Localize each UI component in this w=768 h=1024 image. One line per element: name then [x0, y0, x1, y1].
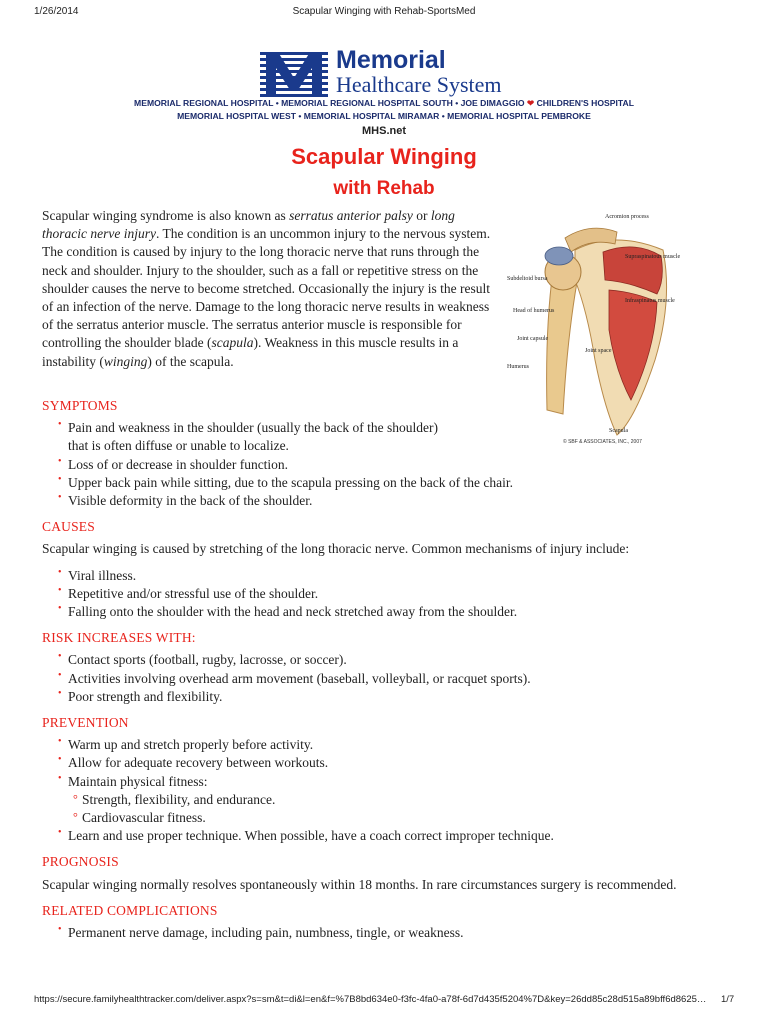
label-infraspinatus: Infraspinatus muscle: [625, 298, 675, 304]
figure-credit: © SBF & ASSOCIATES, INC., 2007: [563, 439, 642, 445]
list-item: • Pain and weakness in the shoulder (usually the back of the shoulder) that is often diffuse or unable to localize.: [58, 419, 453, 455]
label-subdeltoid: Subdeltoid bursa: [507, 276, 548, 282]
list-item: • Allow for adequate recovery between workouts.: [58, 754, 732, 772]
risk-heading: RISK INCREASES WITH:: [42, 630, 196, 646]
prevention-heading: PREVENTION: [42, 715, 129, 731]
logo-name-line1: Memorial: [336, 46, 446, 74]
page-number: 1/7: [721, 994, 735, 1005]
list-item: • Maintain physical fitness:: [58, 773, 732, 791]
list-item: • Learn and use proper technique. When possible, have a coach correct improper technique.: [58, 827, 732, 845]
list-item: • Warm up and stretch properly before activity.: [58, 736, 732, 754]
intro-italic: long thoracic nerve injury: [42, 208, 455, 242]
intro-text: ) of the scapula.: [147, 353, 234, 369]
label-supraspinatous: Supraspinatous muscle: [625, 254, 681, 260]
memorial-logo: [0, 46, 768, 142]
sub-list-item: ° Strength, flexibility, and endurance.: [58, 791, 732, 809]
causes-text: Scapular winging is caused by stretching of the long thoracic nerve. Common mechanisms of injury include:: [42, 541, 630, 557]
causes-heading: CAUSES: [42, 519, 95, 535]
intro-italic: winging: [103, 353, 148, 369]
source-url-link[interactable]: https://secure.familyhealthtracker.com/deliver.aspx?s=sm&t=di&l=en&f=%7B8bd634e0-f3fc-4fa0-a78f-6d7d435f5204%7D&key=26dd85c28d515a89bff6d8625…: [34, 994, 707, 1005]
intro-text: ). Weakness in this muscle results in a instability (: [42, 335, 459, 369]
label-joint-space: Joint space: [585, 348, 612, 354]
print-date: 1/26/2014: [34, 6, 79, 17]
article-subtitle: with Rehab: [333, 178, 435, 199]
logo-hospitals-line2: MEMORIAL HOSPITAL WEST • MEMORIAL HOSPITAL MIRAMAR • MEMORIAL HOSPITAL PEMBROKE: [177, 111, 591, 121]
intro-text: Scapular winging syndrome is also known as: [42, 208, 290, 223]
list-item: • Visible deformity in the back of the shoulder.: [58, 492, 732, 510]
intro-text: . The condition is an uncommon injury to the nervous system. The condition is caused by injury to the long thoracic nerve that runs through the neck and shoulder. Injury to the shoulder, such as a fall or repetitive stress on the shoulder causes the nerve to become stretched. Occasionally the injury is the result of an infection of the nerve. Damage to the long thoracic nerve results in weakness of the serratus anterior muscle. The serratus anterior muscle is responsible for controlling the shoulder blade (: [42, 226, 491, 351]
logo-hospitals-line1: [0, 98, 768, 109]
list-item: • Activities involving overhead arm movement (baseball, volleyball, or racquet sports).: [58, 670, 732, 688]
list-item: • Falling onto the shoulder with the head and neck stretched away from the shoulder.: [58, 603, 732, 621]
list-item: • Contact sports (football, rugby, lacrosse, or soccer).: [58, 651, 732, 669]
intro-text: or: [412, 208, 431, 223]
risk-list: [42, 651, 732, 706]
prognosis-heading: PROGNOSIS: [42, 854, 119, 870]
label-acromion: Acromion process: [605, 214, 649, 220]
list-item: • Loss of or decrease in shoulder function.: [58, 456, 732, 474]
list-item: • Viral illness.: [58, 567, 732, 585]
list-item: • Poor strength and flexibility.: [58, 688, 732, 706]
hospitals-line1-text: MEMORIAL REGIONAL HOSPITAL • MEMORIAL REGIONAL HOSPITAL SOUTH • JOE DIMAGGIO: [134, 98, 525, 108]
causes-list: [42, 567, 732, 622]
intro-paragraph: [42, 207, 494, 371]
label-head-humerus: Head of humerus: [513, 308, 555, 314]
list-item: • Permanent nerve damage, including pain, numbness, tingle, or weakness.: [58, 924, 732, 942]
intro-italic: serratus anterior palsy: [289, 208, 413, 223]
list-item: • Repetitive and/or stressful use of the shoulder.: [58, 585, 732, 603]
symptoms-heading: SYMPTOMS: [42, 398, 118, 413]
heart-icon: ❤: [526, 98, 535, 108]
complications-list: [42, 924, 732, 942]
symptoms-list: [42, 419, 453, 455]
label-joint-capsule: Joint capsule: [517, 336, 549, 342]
memorial-m-logo-icon: [260, 50, 328, 98]
logo-name-line2: Healthcare System: [336, 72, 502, 97]
prognosis-text: Scapular winging normally resolves spontaneously within 18 months. In rare circumstances surgery is recommended.: [42, 876, 677, 892]
label-scapula: Scapula: [609, 428, 628, 434]
symptoms-list-cont: [42, 456, 732, 511]
article-title: Scapular Winging: [291, 144, 477, 169]
list-item: • Upper back pain while sitting, due to the scapula pressing on the back of the chair.: [58, 474, 732, 492]
label-humerus: Humerus: [507, 364, 529, 370]
prevention-list: [42, 736, 732, 845]
sub-list-item: ° Cardiovascular fitness.: [58, 809, 732, 827]
article-body: [42, 397, 732, 950]
logo-website: MHS.net: [362, 125, 406, 137]
hospitals-line1b-text: CHILDREN'S HOSPITAL: [536, 98, 634, 108]
complications-heading: RELATED COMPLICATIONS: [42, 902, 218, 918]
print-title: Scapular Winging with Rehab-SportsMed: [292, 6, 476, 17]
intro-italic: scapula: [211, 335, 254, 351]
